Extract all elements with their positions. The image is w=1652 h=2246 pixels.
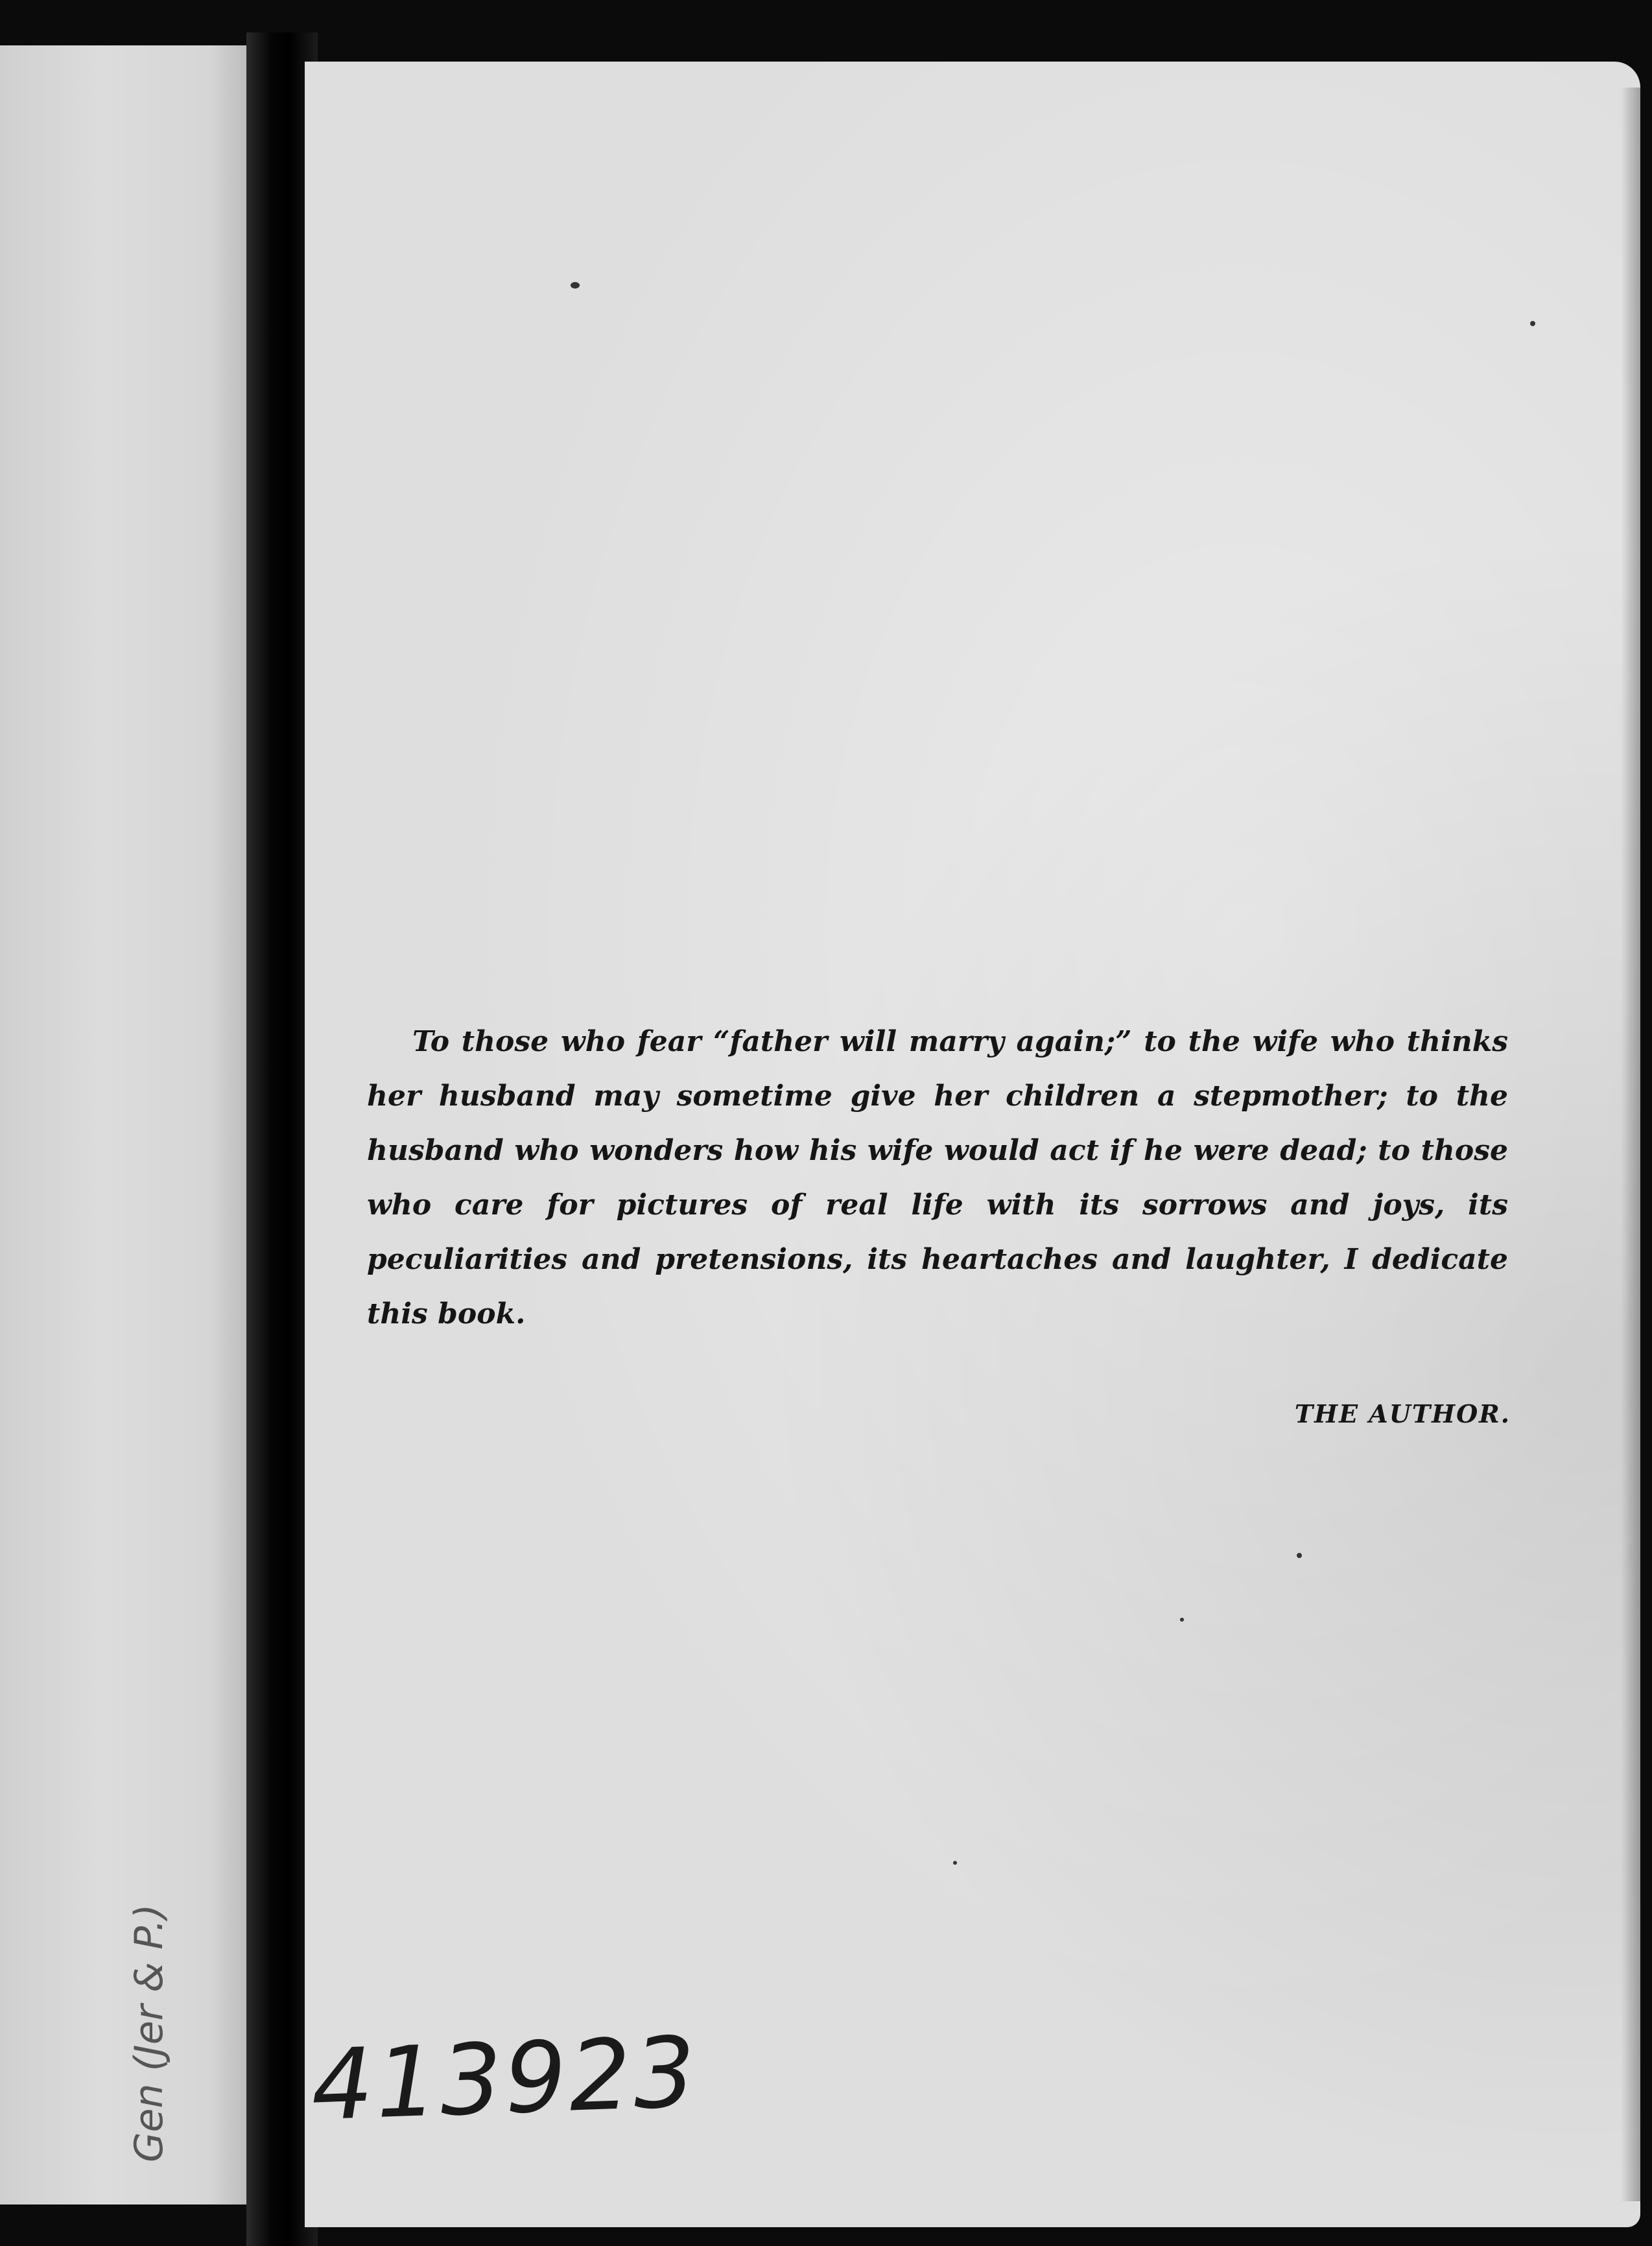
paper-speck bbox=[1297, 1553, 1302, 1558]
paper-speck bbox=[1530, 321, 1535, 326]
paper-speck bbox=[1180, 1618, 1184, 1622]
paper-speck bbox=[953, 1861, 957, 1865]
handwritten-accession-number: 413923 bbox=[309, 2016, 700, 2143]
author-signature: THE AUTHOR. bbox=[1294, 1399, 1511, 1428]
dedication-text: To those who fear “father will marry again;” to the wife who thinks her husband may sometime give her children a stepmother; to the husband who wonders how his wife would act if he were dead; to those who care for pictures of real life with its sorrows and joys, its peculiarities and pretensions, its heartaches and laughter, I dedicate this book. bbox=[367, 1025, 1508, 1330]
facing-page-edge bbox=[0, 45, 246, 2205]
page-edge-shadow bbox=[1621, 88, 1640, 2201]
handwritten-margin-note: Gen (Jer & P.) bbox=[126, 1904, 172, 2162]
paper-speck bbox=[571, 282, 580, 289]
dedication-page bbox=[305, 62, 1640, 2227]
